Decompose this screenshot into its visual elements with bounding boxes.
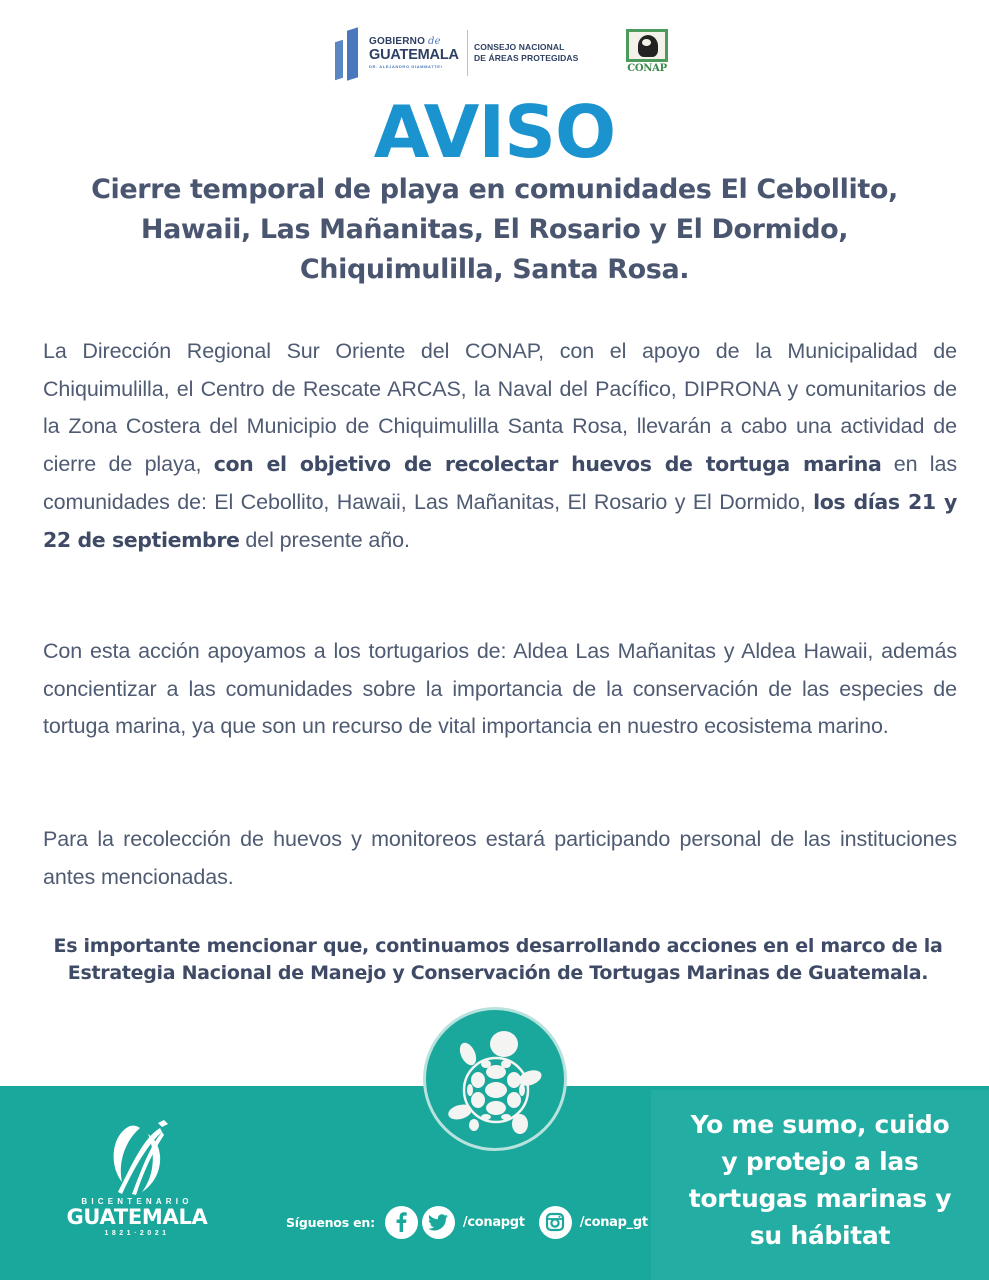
gobierno-line1: GOBIERNO	[369, 36, 426, 48]
header-logos	[0, 26, 989, 82]
conap-logo-text: CONAP	[627, 63, 667, 74]
conap-full-name	[474, 42, 578, 64]
subtitle-line: Hawaii, Las Mañanitas, El Rosario y El Dormido,	[140, 214, 849, 245]
gobierno-line2: GUATEMALA	[369, 47, 459, 64]
bicentenario-country: GUATEMALA	[66, 1205, 208, 1229]
paragraph-purpose: Con esta acción apoyamos a los tortugarios de: Aldea Las Mañanitas y Aldea Hawaii, además concientizar a las comunidades sobre la importancia de la conservación de las especies de tortuga marina, ya que son un recurso de vital importancia en nuestro ecosistema marino.	[43, 639, 957, 739]
facebook-icon[interactable]	[385, 1206, 418, 1239]
paragraph1-dates: los días 21 y 22 de septiembre	[43, 489, 957, 552]
gobierno-de: de	[428, 36, 441, 48]
gobierno-guatemala-logo	[333, 26, 459, 80]
logo-divider	[467, 30, 468, 76]
paragraph1-objective: con el objetivo de recolectar huevos de tortuga marina	[213, 452, 882, 477]
instagram-handle[interactable]: /conap_gt	[579, 1214, 648, 1230]
slogan-text	[651, 1106, 989, 1254]
slogan-line: su hábitat	[749, 1221, 891, 1250]
social-links	[286, 1204, 662, 1240]
gobierno-line3: DR. ALEJANDRO GIAMMATTEI	[369, 63, 443, 69]
conap-logo	[624, 29, 670, 77]
conap-name-line2: DE ÁREAS PROTEGIDAS	[474, 53, 579, 63]
paragraph1-text: del presente año.	[239, 527, 410, 552]
notice-subtitle	[60, 170, 929, 290]
slogan-panel	[651, 1090, 989, 1280]
subtitle-line: Chiquimulilla, Santa Rosa.	[299, 254, 690, 285]
slogan-line: y protejo a las	[721, 1147, 919, 1176]
paragraph1-text: en las comunidades de: El Cebollito, Hawaii, Las Mañanitas, El Rosario y El Dormido,	[43, 452, 957, 514]
turtle-badge	[423, 1007, 567, 1151]
social-label: Síguenos en:	[286, 1214, 375, 1230]
bicentenario-years: 1821·2021	[104, 1230, 170, 1237]
twitter-icon[interactable]	[422, 1206, 455, 1239]
bicentenario-logo	[62, 1120, 212, 1240]
page-title: AVISO	[373, 90, 616, 174]
paragraph-announcement	[43, 333, 957, 559]
gobierno-bars-icon	[333, 27, 363, 79]
facebook-twitter-handle[interactable]: /conapgt	[462, 1214, 525, 1230]
bicentenario-emblem-icon	[104, 1120, 172, 1200]
slogan-line: tortugas marinas y	[688, 1184, 952, 1213]
sea-turtle-icon	[448, 1030, 544, 1134]
paragraph-personnel: Para la recolección de huevos y monitoreos estará participando personal de las instituciones antes mencionadas.	[43, 827, 957, 889]
bicentenario-word: BICENTENARIO	[81, 1197, 193, 1206]
slogan-line: Yo me sumo, cuido	[690, 1110, 950, 1139]
closing-statement: Es importante mencionar que, continuamos desarrollando acciones en el marco de la Estrategia Nacional de Manejo y Conservación de Tortugas Marinas de Guatemala.	[53, 935, 943, 984]
conap-name-line1: CONSEJO NACIONAL	[474, 42, 565, 52]
subtitle-line: Cierre temporal de playa en comunidades El Cebollito,	[91, 174, 898, 205]
paragraph1-text: La Dirección Regional Sur Oriente del CONAP, con el apoyo de la Municipalidad de Chiquimulilla, el Centro de Rescate ARCAS, la Naval del Pacífico, DIPRONA y comunitarios de la Zona Costera del Municipio de Chiquimulilla Santa Rosa, llevarán a cabo una actividad de cierre de playa,	[43, 339, 957, 477]
instagram-icon[interactable]	[539, 1206, 572, 1239]
monkey-icon	[638, 35, 658, 57]
